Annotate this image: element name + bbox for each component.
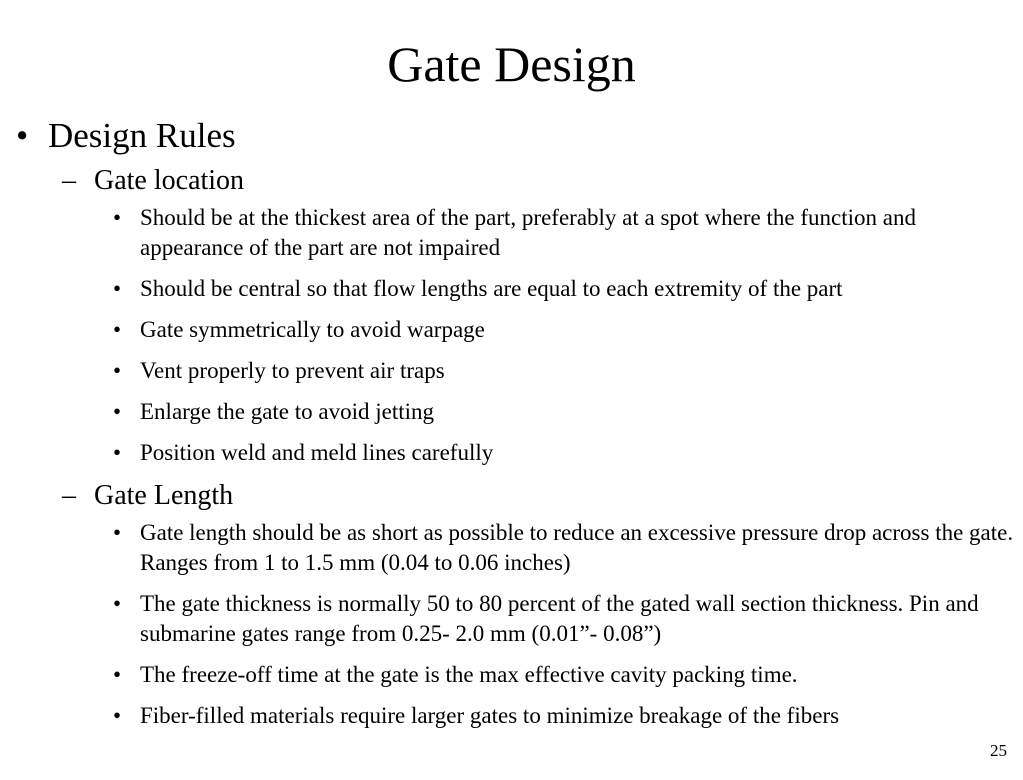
- bullet-icon: •: [113, 703, 122, 728]
- list-item: [0, 356, 1023, 386]
- bullet-icon: •: [113, 205, 122, 230]
- list-item-text: Gate length should be as short as possible to reduce an excessive pressure drop across the gate. Ranges from 1 to 1.5 mm (0.04 to 0.06 inches): [140, 520, 1014, 575]
- list-item-text: Gate symmetrically to avoid warpage: [140, 317, 485, 342]
- section-gate-location: [0, 164, 1023, 198]
- section-label: Gate location: [94, 165, 245, 196]
- bullet-icon: •: [16, 116, 29, 155]
- list-item: [0, 274, 1023, 304]
- list-item-text: Fiber-filled materials require larger gates to minimize breakage of the fibers: [140, 703, 840, 728]
- bullet-icon: •: [113, 520, 122, 545]
- list-item-text: Vent properly to prevent air traps: [140, 358, 445, 383]
- heading-text: Design Rules: [48, 116, 236, 155]
- bullet-icon: •: [113, 276, 122, 301]
- bullet-icon: •: [113, 358, 122, 383]
- slide-content: [0, 114, 1023, 742]
- section-label: Gate Length: [94, 480, 234, 511]
- list-item: [0, 701, 1023, 731]
- bullet-icon: •: [113, 317, 122, 342]
- list-item: [0, 660, 1023, 690]
- list-item-text: Should be central so that flow lengths are equal to each extremity of the part: [140, 276, 843, 301]
- bullet-icon: •: [113, 399, 122, 424]
- bullet-icon: •: [113, 440, 122, 465]
- list-item: [0, 589, 1023, 649]
- list-item: [0, 315, 1023, 345]
- list-item-text: The gate thickness is normally 50 to 80 percent of the gated wall section thickness. Pin and submarine gates range from 0.25- 2.0 mm (0.01”- 0.08”): [140, 591, 979, 646]
- list-item: [0, 397, 1023, 427]
- list-item-text: Should be at the thickest area of the part, preferably at a spot where the function and appearance of the part are not impaired: [140, 205, 916, 260]
- design-rules-heading: [0, 114, 1023, 158]
- slide-title: Gate Design: [387, 36, 636, 92]
- bullet-icon: •: [113, 591, 122, 616]
- list-item: [0, 518, 1023, 578]
- dash-icon: –: [62, 165, 76, 196]
- list-item-text: Enlarge the gate to avoid jetting: [140, 399, 435, 424]
- page-number: 25: [990, 741, 1007, 760]
- list-item: [0, 438, 1023, 468]
- section-gate-length: [0, 479, 1023, 513]
- dash-icon: –: [62, 480, 76, 511]
- list-item-text: Position weld and meld lines carefully: [140, 440, 494, 465]
- list-item-text: The freeze-off time at the gate is the max effective cavity packing time.: [140, 662, 798, 687]
- bullet-icon: •: [113, 662, 122, 687]
- list-item: [0, 203, 1023, 263]
